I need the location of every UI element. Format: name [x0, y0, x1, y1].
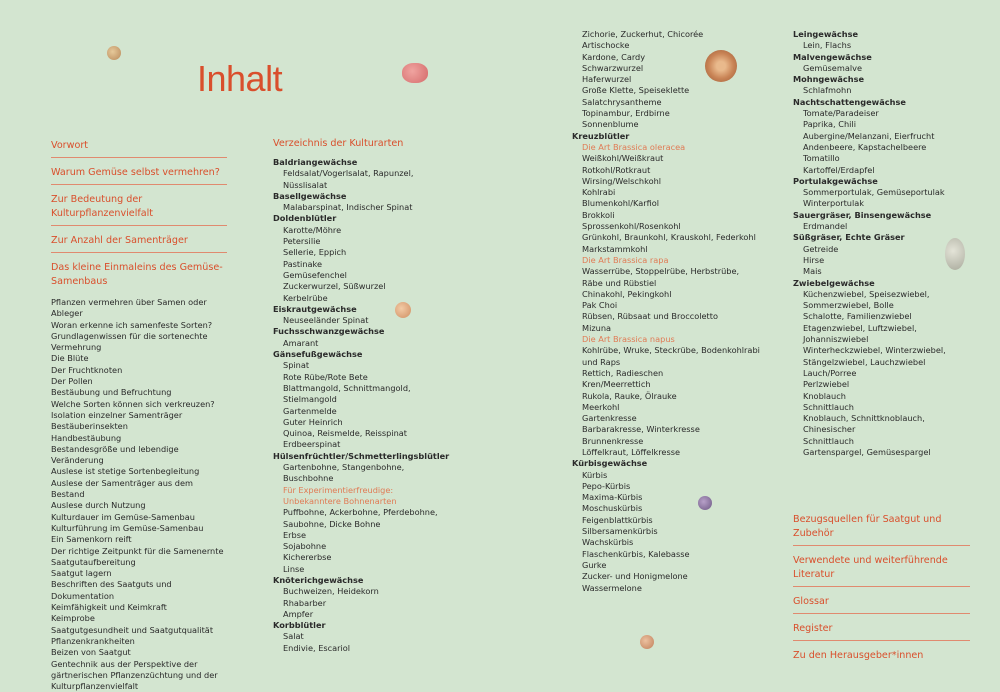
- crop-link[interactable]: Tomate/Paradeiser: [793, 108, 970, 119]
- crop-link[interactable]: Chinakohl, Pekingkohl: [572, 289, 772, 300]
- crop-link[interactable]: Flaschenkürbis, Kalebasse: [572, 549, 772, 560]
- subchapter-link[interactable]: Kulturführung im Gemüse-Samenbau: [51, 523, 227, 534]
- species-subheading[interactable]: Für Experimentierfreudige:: [273, 485, 453, 496]
- family-heading[interactable]: Knöterichgewächse: [273, 575, 453, 586]
- subchapter-link[interactable]: Saatgutgesundheit und Saatgutqualität: [51, 625, 227, 636]
- species-subheading[interactable]: Die Art Brassica oleracea: [572, 142, 772, 153]
- crop-link[interactable]: Küchenzwiebel, Speisezwiebel,: [793, 289, 970, 300]
- crop-link[interactable]: Meerkohl: [572, 402, 772, 413]
- crop-link[interactable]: Rhabarber: [273, 598, 453, 609]
- crop-link[interactable]: Brokkoli: [572, 210, 772, 221]
- crop-link[interactable]: Stängelzwiebel, Lauchzwiebel: [793, 357, 970, 368]
- crop-link[interactable]: Aubergine/Melanzani, Eierfrucht: [793, 131, 970, 142]
- crop-link[interactable]: Schalotte, Familienzwiebel: [793, 311, 970, 322]
- subchapter-link[interactable]: Saatgut lagern: [51, 568, 227, 579]
- appendix-link-literatur[interactable]: Verwendete und weiterführende Literatur: [793, 552, 970, 587]
- crop-link[interactable]: Linse: [273, 564, 453, 575]
- crop-link[interactable]: Ampfer: [273, 609, 453, 620]
- subchapter-link[interactable]: Auslese ist stetige Sortenbegleitung: [51, 466, 227, 477]
- crop-link[interactable]: Rotkohl/Rotkraut: [572, 165, 772, 176]
- crop-link[interactable]: Silbersamenkürbis: [572, 526, 772, 537]
- crop-link[interactable]: Sommerportulak, Gemüseportulak: [793, 187, 970, 198]
- subchapter-list: [51, 297, 227, 692]
- crop-link[interactable]: Etagenzwiebel, Luftzwiebel,: [793, 323, 970, 334]
- crop-link[interactable]: Endivie, Escariol: [273, 643, 453, 654]
- subchapter-link[interactable]: Ein Samenkorn reift: [51, 534, 227, 545]
- crop-link[interactable]: Puffbohne, Ackerbohne, Pferdebohne,: [273, 507, 453, 518]
- crop-link[interactable]: Räbe und Rübstiel: [572, 278, 772, 289]
- crop-link[interactable]: Zucker- und Honigmelone: [572, 571, 772, 582]
- subchapter-link[interactable]: Woran erkenne ich samenfeste Sorten?: [51, 320, 227, 331]
- subchapter-link[interactable]: Isolation einzelner Samenträger: [51, 410, 227, 421]
- subchapter-link[interactable]: Auslese der Samenträger aus dem Bestand: [51, 478, 227, 501]
- crop-link[interactable]: Kichererbse: [273, 552, 453, 563]
- crop-link[interactable]: Grünkohl, Braunkohl, Krauskohl, Federkohl: [572, 232, 772, 243]
- chapter-link-einmaleins[interactable]: Das kleine Einmaleins des Gemüse-Samenbaus: [51, 259, 227, 293]
- seed-image: [402, 63, 428, 83]
- crop-link[interactable]: Gemüsemalve: [793, 63, 970, 74]
- subchapter-link[interactable]: Grundlagenwissen für die sortenechte Vermehrung: [51, 331, 227, 354]
- family-heading[interactable]: Malvengewächse: [793, 52, 970, 63]
- subchapter-link[interactable]: Keimprobe: [51, 613, 227, 624]
- subchapter-link[interactable]: Gentechnik aus der Perspektive der gärtnerischen Pflanzenzüchtung und der Kulturpflanzenvielfalt: [51, 659, 227, 692]
- seed-image: [640, 635, 654, 649]
- crop-link[interactable]: Hirse: [793, 255, 970, 266]
- chapter-link-bedeutung[interactable]: Zur Bedeutung der Kulturpflanzenvielfalt: [51, 191, 227, 226]
- crop-link[interactable]: Amarant: [273, 338, 453, 349]
- crop-link[interactable]: Kürbis: [572, 470, 772, 481]
- crop-link[interactable]: Zuckerwurzel, Süßwurzel: [273, 281, 453, 292]
- family-heading[interactable]: Doldenblütler: [273, 213, 453, 224]
- family-heading[interactable]: Süßgräser, Echte Gräser: [793, 232, 970, 243]
- crop-link[interactable]: Sojabohne: [273, 541, 453, 552]
- crop-link[interactable]: Große Klette, Speiseklette: [572, 85, 772, 96]
- crop-link[interactable]: und Raps: [572, 357, 772, 368]
- section-heading: Verzeichnis der Kulturarten: [273, 137, 453, 151]
- chapter-link-anzahl[interactable]: Zur Anzahl der Samenträger: [51, 232, 227, 253]
- family-heading[interactable]: Sauergräser, Binsengewächse: [793, 210, 970, 221]
- crop-link[interactable]: Winterheckzwiebel, Winterzwiebel,: [793, 345, 970, 356]
- crop-link[interactable]: Paprika, Chili: [793, 119, 970, 130]
- family-heading[interactable]: Portulakgewächse: [793, 176, 970, 187]
- crop-link[interactable]: Barbarakresse, Winterkresse: [572, 424, 772, 435]
- appendix-link-bezugsquellen[interactable]: Bezugsquellen für Saatgut und Zubehör: [793, 511, 970, 546]
- crop-link[interactable]: Quinoa, Reismelde, Reisspinat: [273, 428, 453, 439]
- crop-link[interactable]: Buchweizen, Heidekorn: [273, 586, 453, 597]
- crop-link[interactable]: Kartoffel/Erdapfel: [793, 165, 970, 176]
- crop-link[interactable]: Mizuna: [572, 323, 772, 334]
- family-heading[interactable]: Nachtschattengewächse: [793, 97, 970, 108]
- family-heading[interactable]: Eiskrautgewächse: [273, 304, 453, 315]
- crop-link[interactable]: Pastinake: [273, 259, 453, 270]
- crop-link[interactable]: Zichorie, Zuckerhut, Chicorée: [572, 29, 772, 40]
- crop-link[interactable]: Stielmangold: [273, 394, 453, 405]
- crop-link[interactable]: Gartenkresse: [572, 413, 772, 424]
- crop-link[interactable]: Erbse: [273, 530, 453, 541]
- crop-link[interactable]: Sonnenblume: [572, 119, 772, 130]
- crop-link[interactable]: Feldsalat/Vogerlsalat, Rapunzel, Nüsslisalat: [273, 168, 453, 191]
- crop-link[interactable]: Mais: [793, 266, 970, 277]
- crop-link[interactable]: Gartenmelde: [273, 406, 453, 417]
- subchapter-link[interactable]: Auslese durch Nutzung: [51, 500, 227, 511]
- subchapter-link[interactable]: Handbestäubung: [51, 433, 227, 444]
- crop-link[interactable]: Tomatillo: [793, 153, 970, 164]
- crop-link[interactable]: Maxima-Kürbis: [572, 492, 772, 503]
- family-heading[interactable]: Hülsenfrüchtler/Schmetterlingsblütler: [273, 451, 453, 462]
- appendix-link-glossar[interactable]: Glossar: [793, 593, 970, 614]
- subchapter-link[interactable]: Bestäubung und Befruchtung: [51, 387, 227, 398]
- subchapter-link[interactable]: Keimfähigkeit und Keimkraft: [51, 602, 227, 613]
- family-heading[interactable]: Kreuzblütler: [572, 131, 772, 142]
- crop-link[interactable]: Kohlrabi: [572, 187, 772, 198]
- crop-link[interactable]: Lein, Flachs: [793, 40, 970, 51]
- crop-list: [572, 29, 772, 594]
- contents-column-2: [273, 137, 453, 654]
- family-heading[interactable]: Gänsefußgewächse: [273, 349, 453, 360]
- crop-link[interactable]: Gurke: [572, 560, 772, 571]
- family-heading[interactable]: Leingewächse: [793, 29, 970, 40]
- crop-link[interactable]: Kohlrübe, Wruke, Steckrübe, Bodenkohlrabi: [572, 345, 772, 356]
- subchapter-link[interactable]: Pflanzenkrankheiten: [51, 636, 227, 647]
- crop-link[interactable]: Spinat: [273, 360, 453, 371]
- family-heading[interactable]: Mohngewächse: [793, 74, 970, 85]
- crop-link[interactable]: Salatchrysantheme: [572, 97, 772, 108]
- contents-column-1: [51, 137, 227, 692]
- species-subheading[interactable]: Die Art Brassica napus: [572, 334, 772, 345]
- crop-link[interactable]: Blumenkohl/Karfiol: [572, 198, 772, 209]
- crop-link[interactable]: Gartenspargel, Gemüsespargel: [793, 447, 970, 458]
- appendix-links: [793, 511, 970, 673]
- subchapter-link[interactable]: Die Blüte: [51, 353, 227, 364]
- subchapter-link[interactable]: Der richtige Zeitpunkt für die Samenernte: [51, 546, 227, 557]
- crop-link[interactable]: Rettich, Radieschen: [572, 368, 772, 379]
- crop-link[interactable]: Löffelkraut, Löffelkresse: [572, 447, 772, 458]
- subchapter-link[interactable]: Der Pollen: [51, 376, 227, 387]
- crop-link[interactable]: Saubohne, Dicke Bohne: [273, 519, 453, 530]
- crop-list: [793, 29, 970, 458]
- crop-link[interactable]: Erdbeerspinat: [273, 439, 453, 450]
- species-subheading[interactable]: Die Art Brassica rapa: [572, 255, 772, 266]
- crop-link[interactable]: Rukola, Rauke, Ölrauke: [572, 391, 772, 402]
- crop-link[interactable]: Schnittlauch: [793, 402, 970, 413]
- crop-link[interactable]: Wirsing/Welschkohl: [572, 176, 772, 187]
- crop-link[interactable]: Weißkohl/Weißkraut: [572, 153, 772, 164]
- crop-link[interactable]: Pepo-Kürbis: [572, 481, 772, 492]
- crop-link[interactable]: Knoblauch: [793, 391, 970, 402]
- crop-link[interactable]: Lauch/Porree: [793, 368, 970, 379]
- crop-link[interactable]: Gemüsefenchel: [273, 270, 453, 281]
- family-heading[interactable]: Basellgewächse: [273, 191, 453, 202]
- crop-link[interactable]: Markstammkohl: [572, 244, 772, 255]
- seed-image: [107, 46, 121, 60]
- crop-link[interactable]: Guter Heinrich: [273, 417, 453, 428]
- contents-column-4: [793, 29, 970, 458]
- family-heading[interactable]: Baldriangewächse: [273, 157, 453, 168]
- crop-link[interactable]: Schlafmohn: [793, 85, 970, 96]
- contents-column-3: [572, 29, 772, 594]
- family-heading[interactable]: Zwiebelgewächse: [793, 278, 970, 289]
- page-title: Inhalt: [197, 58, 282, 100]
- crop-link[interactable]: Rübsen, Rübsaat und Broccoletto: [572, 311, 772, 322]
- appendix-link-register[interactable]: Register: [793, 620, 970, 641]
- crop-link[interactable]: Getreide: [793, 244, 970, 255]
- species-subheading[interactable]: Unbekanntere Bohnenarten: [273, 496, 453, 507]
- crop-list: [273, 157, 453, 654]
- crop-link[interactable]: Knoblauch, Schnittknoblauch, Chinesischer: [793, 413, 970, 436]
- subchapter-link[interactable]: Welche Sorten können sich verkreuzen?: [51, 399, 227, 410]
- subchapter-link[interactable]: Saatgutaufbereitung: [51, 557, 227, 568]
- crop-link[interactable]: Schnittlauch: [793, 436, 970, 447]
- crop-link[interactable]: Neuseeländer Spinat: [273, 315, 453, 326]
- subchapter-link[interactable]: Der Fruchtknoten: [51, 365, 227, 376]
- crop-link[interactable]: Wassermelone: [572, 583, 772, 594]
- subchapter-link[interactable]: Pflanzen vermehren über Samen oder Ableger: [51, 297, 227, 320]
- crop-link[interactable]: Sellerie, Eppich: [273, 247, 453, 258]
- crop-link[interactable]: Andenbeere, Kapstachelbeere: [793, 142, 970, 153]
- chapter-link-vorwort[interactable]: Vorwort: [51, 137, 227, 158]
- crop-link[interactable]: Kren/Meerrettich: [572, 379, 772, 390]
- crop-link[interactable]: Petersilie: [273, 236, 453, 247]
- crop-link[interactable]: Blattmangold, Schnittmangold,: [273, 383, 453, 394]
- crop-link[interactable]: Sommerzwiebel, Bolle: [793, 300, 970, 311]
- family-heading[interactable]: Korbblütler: [273, 620, 453, 631]
- crop-link[interactable]: Pak Choi: [572, 300, 772, 311]
- subchapter-link[interactable]: Beizen von Saatgut: [51, 647, 227, 658]
- family-heading[interactable]: Fuchsschwanzgewächse: [273, 326, 453, 337]
- crop-link[interactable]: Wachskürbis: [572, 537, 772, 548]
- crop-link[interactable]: Rote Rübe/Rote Bete: [273, 372, 453, 383]
- crop-link[interactable]: Moschuskürbis: [572, 503, 772, 514]
- crop-link[interactable]: Brunnenkresse: [572, 436, 772, 447]
- crop-link[interactable]: Karotte/Möhre: [273, 225, 453, 236]
- crop-link[interactable]: Perlzwiebel: [793, 379, 970, 390]
- chapter-link-warum[interactable]: Warum Gemüse selbst vermehren?: [51, 164, 227, 185]
- crop-link[interactable]: Gartenbohne, Stangenbohne, Buschbohne: [273, 462, 453, 485]
- subchapter-link[interactable]: Kulturdauer im Gemüse-Samenbau: [51, 512, 227, 523]
- chapter-links: [51, 137, 227, 293]
- crop-link[interactable]: Salat: [273, 631, 453, 642]
- crop-link[interactable]: Winterportulak: [793, 198, 970, 209]
- subchapter-link[interactable]: Bestäuberinsekten: [51, 421, 227, 432]
- crop-link[interactable]: Kerbelrübe: [273, 293, 453, 304]
- crop-link[interactable]: Johanniszwiebel: [793, 334, 970, 345]
- crop-link[interactable]: Feigenblattkürbis: [572, 515, 772, 526]
- crop-link[interactable]: Kardone, Cardy: [572, 52, 772, 63]
- crop-link[interactable]: Sprossenkohl/Rosenkohl: [572, 221, 772, 232]
- crop-link[interactable]: Malabarspinat, Indischer Spinat: [273, 202, 453, 213]
- subchapter-link[interactable]: Beschriften des Saatguts und Dokumentation: [51, 579, 227, 602]
- crop-link[interactable]: Topinambur, Erdbirne: [572, 108, 772, 119]
- crop-link[interactable]: Wasserrübe, Stoppelrübe, Herbstrübe,: [572, 266, 772, 277]
- crop-link[interactable]: Haferwurzel: [572, 74, 772, 85]
- appendix-link-herausgeber[interactable]: Zu den Herausgeber*innen: [793, 647, 970, 667]
- crop-link[interactable]: Schwarzwurzel: [572, 63, 772, 74]
- subchapter-link[interactable]: Bestandesgröße und lebendige Veränderung: [51, 444, 227, 467]
- family-heading[interactable]: Kürbisgewächse: [572, 458, 772, 469]
- crop-link[interactable]: Erdmandel: [793, 221, 970, 232]
- crop-link[interactable]: Artischocke: [572, 40, 772, 51]
